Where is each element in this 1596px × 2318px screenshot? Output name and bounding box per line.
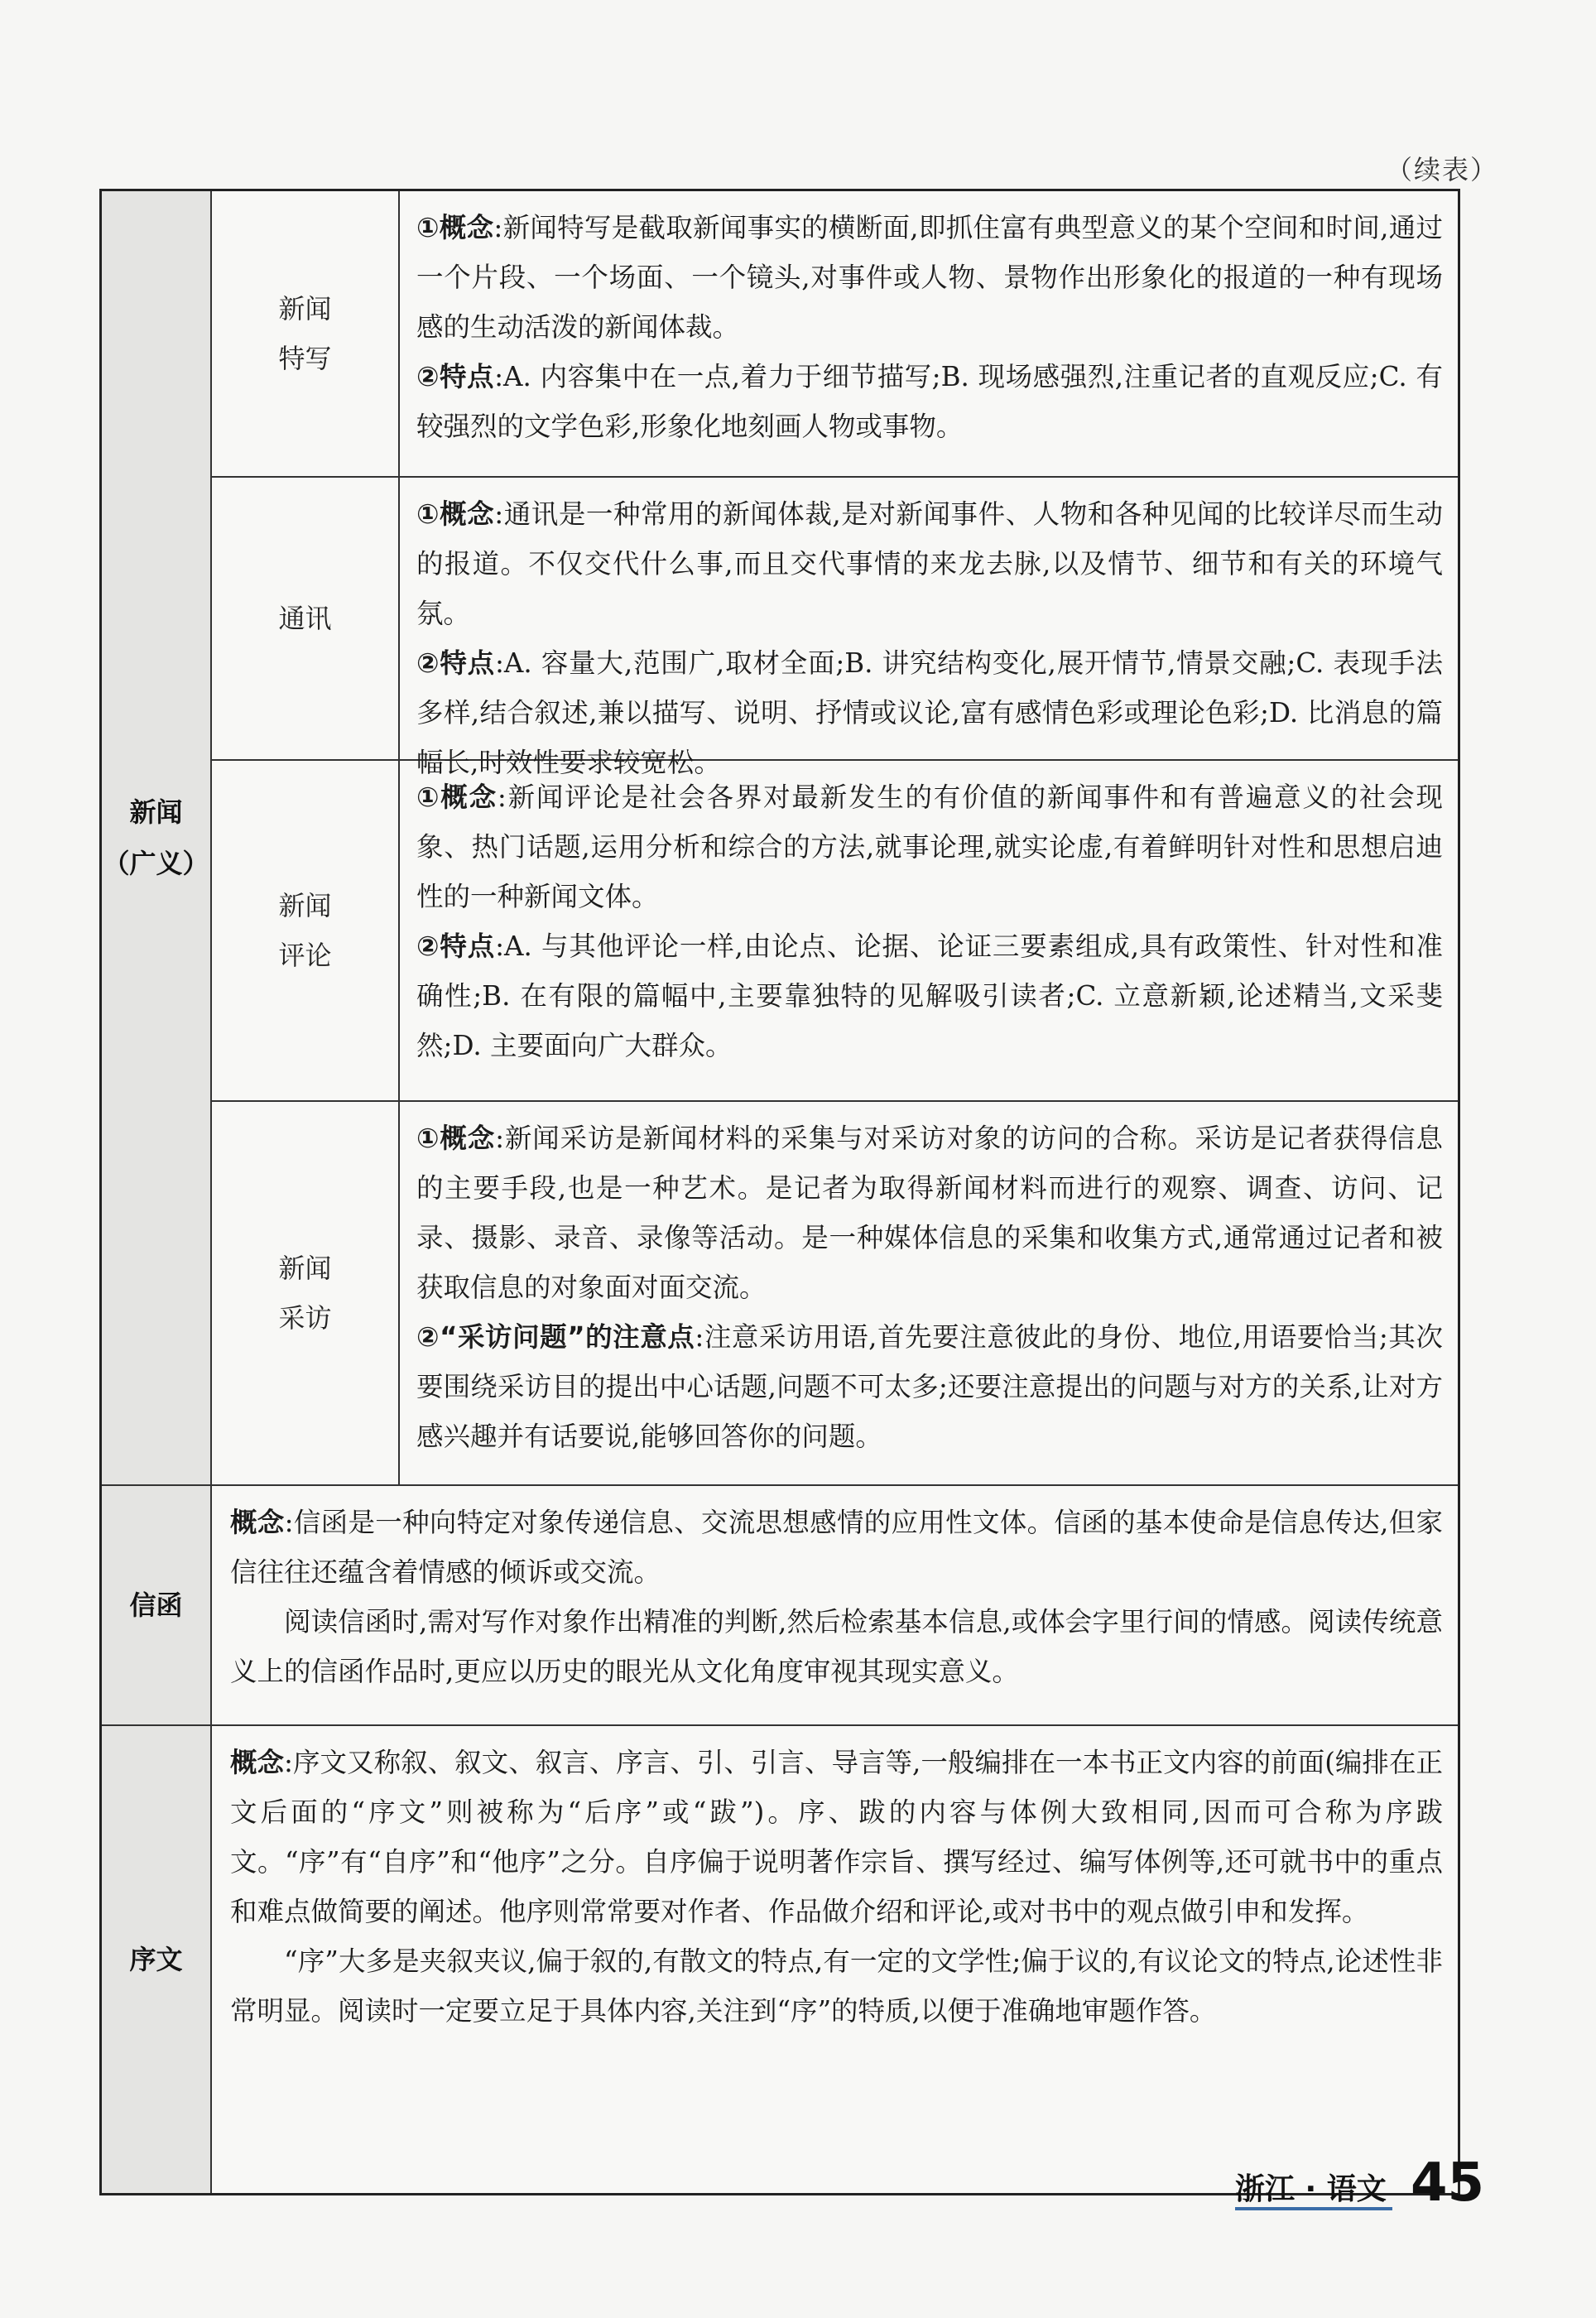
concept-paragraph: [416, 1113, 1443, 1312]
concept-label: ①概念: [416, 781, 498, 813]
subcategory-label-line2: 特写: [278, 343, 332, 374]
category-news: [102, 191, 212, 1486]
subcategory-label-line2: 评论: [278, 940, 332, 971]
subcategory-label-line1: 新闻: [278, 1253, 332, 1284]
report-content: [400, 478, 1458, 778]
category-news-line2: （广义）: [103, 848, 209, 879]
footer-underline: [1235, 2207, 1392, 2210]
traits-label: ②特点: [416, 361, 495, 392]
traits-paragraph: [416, 921, 1443, 1070]
footer-title: 浙江 · 语文: [1235, 2172, 1387, 2206]
subcategory-label-line1: 新闻: [278, 890, 332, 921]
letter-content: [212, 1486, 1458, 1726]
concept-text: :通讯是一种常用的新闻体裁,是对新闻事件、人物和各种见闻的比较详尽而生动的报道。不仅交代什么事,而且交代事情的来龙去脉,以及情节、细节和有关的环境气氛。: [416, 498, 1443, 629]
concept-paragraph: [230, 1498, 1443, 1597]
subcategory-news-feature: [212, 191, 400, 478]
traits-label: ②“采访问题”的注意点: [416, 1321, 695, 1353]
concept-paragraph: [416, 772, 1443, 921]
concept-text: :新闻评论是社会各界对最新发生的有价值的新闻事件和有普遍意义的社会现象、热门话题,运用分析和综合的方法,就事论理,就实论虚,有着鲜明针对性和思想启迪性的一种新闻文体。: [416, 781, 1443, 912]
concept-label: ①概念: [416, 1123, 496, 1154]
concept-label: 概念: [230, 1507, 285, 1538]
subcategory-label-line1: 新闻: [278, 293, 332, 325]
category-preface-label: 序文: [129, 1944, 183, 1975]
category-news-line1: 新闻: [129, 796, 183, 828]
category-preface: [102, 1726, 212, 2193]
news-commentary-content: [400, 761, 1458, 1102]
concept-text: :新闻特写是截取新闻事实的横断面,即抓住富有典型意义的某个空间和时间,通过一个片段、一个场面、一个镜头,对事件或人物、景物作出形象化的报道的一种有现场感的生动活泼的新闻体裁。: [416, 212, 1443, 343]
concept-text: :序文又称叙、叙文、叙言、序言、引、引言、导言等,一般编排在一本书正文内容的前面(编排在正文后面的“序文”则被称为“后序”或“跋”)。序、跋的内容与体例大致相同,因而可合称为序跋文。“序”有“自序”和“他序”之分。自序偏于说明著作宗旨、撰写经过、编写体例等,还可就书中的重点和难点做简要的阐述。他序则常常要对作者、作品做介绍和评论,或对书中的观点做引申和发挥。: [230, 1747, 1443, 1927]
subcategory-report: [212, 478, 400, 761]
traits-text: :A. 内容集中在一点,着力于细节描写;B. 现场感强烈,注重记者的直观反应;C. 有较强烈的文学色彩,形象化地刻画人物或事物。: [416, 361, 1443, 442]
reading-paragraph: “序”大多是夹叙夹议,偏于叙的,有散文的特点,有一定的文学性;偏于议的,有议论文的特点,论述性非常明显。阅读时一定要立足于具体内容,关注到“序”的特质,以便于准确地审题作答。: [230, 1945, 1443, 2027]
concept-label: 概念: [230, 1747, 285, 1778]
subcategory-news-interview: [212, 1102, 400, 1486]
traits-label: ②特点: [416, 931, 496, 962]
traits-text: :注意采访用语,首先要注意彼此的身份、地位,用语要恰当;其次要围绕采访目的提出中心话题,问题不可太多;还要注意提出的问题与对方的关系,让对方感兴趣并有话要说,能够回答你的问题。: [416, 1321, 1443, 1452]
preface-content: [212, 1726, 1458, 2193]
traits-text: :A. 容量大,范围广,取材全面;B. 讲究结构变化,展开情节,情景交融;C. 表现手法多样,结合叙述,兼以描写、说明、抒情或议论,富有感情色彩或理论色彩;D. 比消息的篇幅长,时效性要求较宽松。: [416, 647, 1443, 778]
category-letter: [102, 1486, 212, 1726]
concept-paragraph: [416, 203, 1443, 352]
news-interview-content: [400, 1102, 1458, 1486]
continuation-note: （续表）: [1385, 154, 1498, 185]
concept-paragraph: [230, 1738, 1443, 1936]
subcategory-news-commentary: [212, 761, 400, 1102]
traits-text: :A. 与其他评论一样,由论点、论据、论证三要素组成,具有政策性、针对性和准确性;B. 在有限的篇幅中,主要靠独特的见解吸引读者;C. 立意新颖,论述精当,文采斐然;D. 主要面向广大群众。: [416, 931, 1443, 1061]
news-feature-content: [400, 191, 1458, 478]
reading-paragraph: 阅读信函时,需对写作对象作出精准的判断,然后检索基本信息,或体会字里行间的情感。阅读传统意义上的信函作品时,更应以历史的眼光从文化角度审视其现实意义。: [230, 1606, 1443, 1687]
traits-label: ②特点: [416, 647, 495, 679]
concept-text: :新闻采访是新闻材料的采集与对采访对象的访问的合称。采访是记者获得信息的主要手段,也是一种艺术。是记者为取得新闻材料而进行的观察、调查、访问、记录、摄影、录音、录像等活动。是一种媒体信息的采集和收集方式,通常通过记者和被获取信息的对象面对面交流。: [416, 1123, 1443, 1303]
subcategory-label-line2: 采访: [278, 1302, 332, 1334]
concept-text: :信函是一种向特定对象传递信息、交流思想感情的应用性文体。信函的基本使命是信息传达,但家信往往还蕴含着情感的倾诉或交流。: [230, 1507, 1443, 1588]
traits-paragraph: [416, 352, 1443, 451]
concept-paragraph: [416, 489, 1443, 638]
page-footer: [1235, 2152, 1485, 2224]
subcategory-label-line1: 通讯: [278, 603, 332, 634]
concept-label: ①概念: [416, 212, 494, 243]
traits-paragraph: [416, 1312, 1443, 1461]
concept-label: ①概念: [416, 498, 495, 530]
category-letter-label: 信函: [129, 1589, 183, 1621]
knowledge-table: [99, 189, 1460, 2195]
page-number: 45: [1411, 2152, 1485, 2214]
